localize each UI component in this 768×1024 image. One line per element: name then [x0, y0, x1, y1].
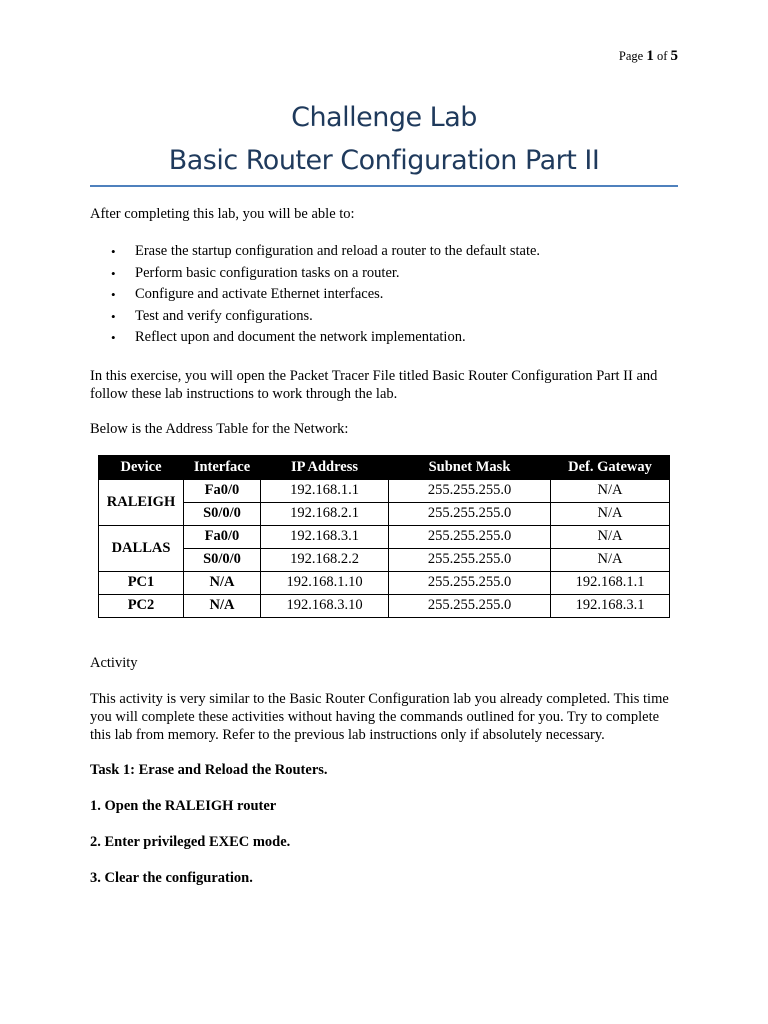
- task-step-3: 3. Clear the configuration.: [90, 869, 253, 886]
- gateway-cell: 192.168.1.1: [551, 571, 670, 594]
- table-row: [99, 525, 670, 548]
- bullet-icon: •: [111, 287, 116, 303]
- bullet-icon: •: [111, 244, 116, 259]
- page-number: [619, 48, 678, 65]
- mask-cell: 255.255.255.0: [389, 548, 551, 571]
- gateway-cell: N/A: [551, 525, 670, 548]
- col-interface: Interface: [184, 455, 261, 479]
- bullet-icon: •: [111, 265, 116, 281]
- device-cell: DALLAS: [99, 525, 184, 571]
- mask-cell: 255.255.255.0: [389, 479, 551, 502]
- ip-cell: 192.168.3.1: [261, 525, 389, 548]
- document-title: [90, 96, 678, 182]
- interface-cell: N/A: [184, 571, 261, 594]
- page-of: of: [656, 49, 668, 63]
- title-line-1: Challenge Lab: [291, 102, 477, 133]
- objectives-list: [90, 241, 678, 349]
- mask-cell: 255.255.255.0: [389, 502, 551, 525]
- bullet-icon: •: [111, 308, 116, 324]
- page-total: 5: [670, 48, 678, 64]
- gateway-cell: N/A: [551, 548, 670, 571]
- device-cell: RALEIGH: [99, 479, 184, 525]
- list-item: • Configure and activate Ethernet interfaces.: [90, 284, 678, 306]
- interface-cell: Fa0/0: [184, 479, 261, 502]
- mask-cell: 255.255.255.0: [389, 594, 551, 617]
- title-line-2: Basic Router Configuration Part II: [168, 145, 600, 176]
- table-row: [99, 594, 670, 617]
- col-ip: IP Address: [261, 455, 389, 479]
- task-heading: Task 1: Erase and Reload the Routers.: [90, 761, 328, 778]
- task-step-1: 1. Open the RALEIGH router: [90, 797, 277, 814]
- table-row: [99, 548, 670, 571]
- mask-cell: 255.255.255.0: [389, 571, 551, 594]
- mask-cell: 255.255.255.0: [389, 525, 551, 548]
- ip-cell: 192.168.1.10: [261, 571, 389, 594]
- table-header-row: [99, 455, 670, 479]
- interface-cell: S0/0/0: [184, 548, 261, 571]
- col-gateway: Def. Gateway: [551, 455, 670, 479]
- bullet-icon: •: [111, 330, 116, 346]
- col-device: Device: [99, 455, 184, 479]
- list-item: • Perform basic configuration tasks on a router.: [90, 263, 678, 285]
- table-row: [99, 502, 670, 525]
- address-table: [98, 455, 670, 618]
- list-item: • Erase the startup configuration and reload a router to the default state.: [90, 241, 678, 263]
- interface-cell: S0/0/0: [184, 502, 261, 525]
- ip-cell: 192.168.2.1: [261, 502, 389, 525]
- exercise-paragraph: In this exercise, you will open the Packet Tracer File titled Basic Router Configuration Part II and follow these lab instructions to work through the lab.: [90, 367, 658, 402]
- title-rule: [90, 185, 678, 187]
- ip-cell: 192.168.2.2: [261, 548, 389, 571]
- gateway-cell: 192.168.3.1: [551, 594, 670, 617]
- ip-cell: 192.168.3.10: [261, 594, 389, 617]
- gateway-cell: N/A: [551, 502, 670, 525]
- activity-heading: Activity: [90, 654, 138, 671]
- col-mask: Subnet Mask: [389, 455, 551, 479]
- task-step-2: 2. Enter privileged EXEC mode.: [90, 833, 291, 850]
- page-current: 1: [646, 48, 654, 64]
- list-item: • Test and verify configurations.: [90, 306, 678, 328]
- intro-text: After completing this lab, you will be able to:: [90, 206, 355, 222]
- table-row: [99, 479, 670, 502]
- device-cell: PC1: [99, 571, 184, 594]
- ip-cell: 192.168.1.1: [261, 479, 389, 502]
- device-cell: PC2: [99, 594, 184, 617]
- document-body: [90, 205, 678, 905]
- activity-paragraph: This activity is very similar to the Basic Router Configuration lab you already completed. This time you will complete these activities without having the commands outlined for you. Try to complete this lab from memory. Refer to the previous lab instructions only if absolutely necessary.: [90, 690, 669, 743]
- interface-cell: N/A: [184, 594, 261, 617]
- table-row: [99, 571, 670, 594]
- page-label: Page: [618, 49, 644, 63]
- address-table-intro: Below is the Address Table for the Network:: [90, 420, 349, 437]
- list-item: • Reflect upon and document the network implementation.: [90, 327, 678, 349]
- interface-cell: Fa0/0: [184, 525, 261, 548]
- gateway-cell: N/A: [551, 479, 670, 502]
